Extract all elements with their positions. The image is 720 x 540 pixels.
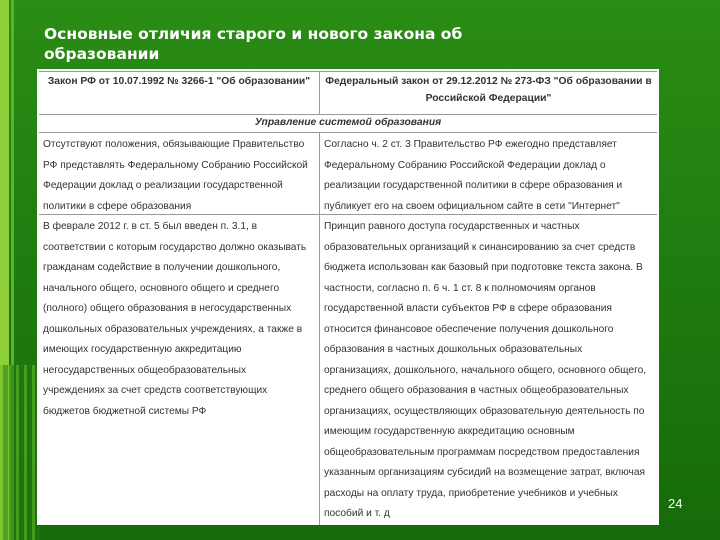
cell-line: В феврале 2012 г. в ст. 5 был введен п. 3.1, в — [43, 221, 258, 232]
column-divider — [319, 133, 320, 525]
header-cell-new-law — [320, 72, 657, 115]
cell-line: общеобразовательным программам посредством предоставления — [324, 446, 640, 458]
cell-line: Принцип равного доступа государственных и частных — [324, 221, 580, 232]
slide-title-line: образовании — [44, 45, 160, 63]
header-right-line: Федеральный закон от 29.12.2012 № 273-ФЗ "Об образовании в — [325, 76, 652, 87]
cell-line: частности, согласно п. 6 ч. 1 ст. 8 к полномочиям органов — [324, 282, 596, 294]
header-right-line: Российской Федерации" — [425, 93, 552, 104]
table-cell-row2-right — [324, 217, 657, 525]
cell-line: Отсутствуют положения, обязывающие Правительство — [43, 139, 305, 150]
table-header — [39, 71, 657, 115]
decorative-stripes-lower — [0, 365, 40, 540]
cell-line: начального общего, основного общего и среднего — [43, 282, 280, 294]
cell-line: организациях, осуществляющих образовательную деятельность по — [324, 405, 645, 417]
cell-line: бюджетов бюджетной системы РФ — [43, 405, 207, 417]
cell-line: негосударственных общеобразовательных — [43, 364, 247, 376]
cell-line: (полного) общего образования в негосударственных — [43, 303, 292, 314]
cell-line: организациях, дошкольного, начального общего, основного общего, — [324, 364, 647, 376]
cell-line: государственной власти субъектов РФ в сфере образования — [324, 303, 612, 314]
cell-line: Федеральному Собранию Российской Федерации доклад о — [324, 159, 606, 171]
page-number: 24 — [668, 496, 683, 511]
cell-line: гражданам содействие в получении дошкольного, — [43, 262, 281, 273]
cell-line: публикует его на своем официальном сайте в сети "Интернет" — [324, 200, 620, 212]
cell-line: расходы на оплату труда, приобретение учебников и учебных — [324, 487, 618, 499]
section-title: Управление системой образования — [39, 114, 657, 133]
cell-line: бюджета использован как базовый при подготовке текста закона. В — [324, 262, 643, 273]
cell-line: образования в частных дошкольных образовательных — [324, 344, 583, 355]
cell-line: дошкольных образовательных учреждениях, а также в — [43, 323, 303, 335]
header-left-label: Закон РФ от 10.07.1992 № 3266-1 "Об образовании" — [47, 76, 311, 87]
slide-title — [44, 24, 604, 64]
document-image — [37, 69, 659, 525]
cell-line: реализации государственной политики в сфере образования и — [324, 180, 623, 191]
cell-line: образовательных организаций к синансированию за счет средств — [324, 241, 636, 253]
cell-line: пособий и т. д — [324, 508, 390, 519]
slide-title-line: Основные отличия старого и нового закона об — [44, 25, 463, 43]
cell-line: имеющим государственную аккредитацию основным — [324, 426, 575, 437]
cell-line: относится финансовое обеспечение получения дошкольного — [324, 323, 614, 335]
cell-line: среднего общего образования в частных общеобразовательных — [324, 385, 629, 396]
cell-line: учреждениях за счет средств соответствующих — [43, 385, 268, 396]
header-cell-old-law — [39, 72, 319, 115]
cell-line: имеющих государственную аккредитацию — [43, 344, 242, 355]
cell-line: указанным организациям субсидий на возмещение затрат, включая — [324, 467, 646, 478]
cell-line: политики в сфере образования — [43, 200, 192, 212]
cell-line: РФ представлять Федеральному Собранию Российской — [43, 159, 308, 171]
table-cell-row2-left — [43, 217, 317, 422]
table-cell-row1-left — [43, 135, 317, 217]
table-cell-row1-right — [324, 135, 657, 217]
cell-line: Согласно ч. 2 ст. 3 Правительство РФ ежегодно представляет — [324, 139, 617, 150]
cell-line: Федерации доклад о реализации государственной — [43, 180, 283, 191]
cell-line: соответствии с которым государство должно оказывать — [43, 241, 307, 253]
